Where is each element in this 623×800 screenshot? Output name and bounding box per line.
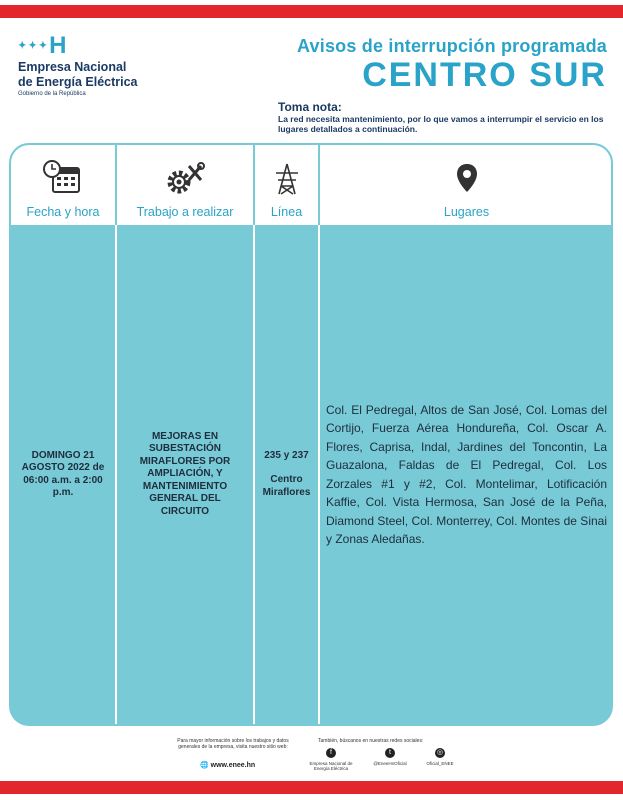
work-text: MEJORAS EN SUBESTACIÓN MIRAFLORES POR AMPLIACIÓN, Y MANTENIMIENTO GENERAL DEL CIRCUITO [139,430,231,517]
instagram-icon: ◎ [436,749,444,756]
cell-date [11,225,115,724]
note [278,100,608,134]
twitter-icon: t [385,748,395,758]
cell-work [117,225,253,724]
footer [0,735,623,777]
footer-info: Para mayor información sobre los trabajos y datos generales de la empresa, visita nuestro sitio web: [177,738,289,750]
header-label-date: Fecha y hora [26,205,100,219]
logo-stars-icon: ✦✦✦ [18,40,50,52]
cell-line [255,225,318,724]
facebook-label: Empresa Nacional de Energía Eléctrica [309,761,353,771]
places-text: Col. El Pedregal, Altos de San José, Col. Lomas del Cortijo, Fuerza Aérea Hondureña, Col. Oscar A. Flores, Caprisa, Indal, Jardines del Toncontin, La Guazalona, Faldas de El Pedregal, Col. Los Zorzales #1 y #2, Col. Montelimar, Lotificación Kaffie, Col. Vista Hermosa, San José de la Peña, Diamond Steel, Col. Monterrey, Col. Montes de Sinai y Zonas Aledañas. [326,402,607,546]
top-red-bar [0,5,623,18]
header-label-places: Lugares [443,205,490,219]
line-name: Centro Miraflores [262,474,311,498]
logo-mark: ✦✦✦H [18,32,68,59]
header-date [11,145,115,225]
header-places [320,145,613,225]
twitter-label: @EneeHnOficial [373,761,407,766]
page-title [297,36,607,93]
header-work [117,145,253,225]
header-label-line: Línea [270,205,303,219]
gear-tools-icon [117,160,253,203]
facebook-link[interactable] [306,748,356,771]
logo-name-line2: de Energía Eléctrica [18,74,138,89]
bottom-red-bar [0,781,623,794]
footer-website[interactable] [200,761,255,769]
line-number: 235 y 237 [264,449,309,461]
note-label: Toma nota: [278,100,342,114]
header-label-work: Trabajo a realizar [136,205,234,219]
line-cell [255,450,318,500]
facebook-icon: f [326,748,336,758]
twitter-link[interactable] [365,748,415,766]
note-text: La red necesita mantenimiento, por lo que vamos a interrumpir el servicio en los lugares detallados a continuación. [278,114,604,134]
logo-subtitle: Gobierno de la República [18,90,86,97]
globe-icon: 🌐 [200,762,209,769]
logo-name-line1: Empresa Nacional [18,59,127,74]
enee-logo [18,34,208,97]
footer-social-text: También, búscanos en nuestras redes sociales: [318,738,424,744]
instagram-label: Oficial_ENEE [426,761,454,766]
title-small: Avisos de interrupción programada [297,36,607,56]
date-text: DOMINGO 21 AGOSTO 2022 de 06:00 a.m. a 2:00 p.m. [21,449,105,498]
location-pin-icon [320,160,613,203]
instagram-link[interactable] [415,748,465,766]
power-tower-icon [255,160,318,203]
table-header [11,145,611,225]
outage-table [9,143,613,726]
calendar-clock-icon [11,160,115,203]
title-big: CENTRO SUR [362,56,607,94]
cell-places [320,225,613,724]
header-line [255,145,318,225]
website-link[interactable]: www.enee.hn [210,762,256,769]
